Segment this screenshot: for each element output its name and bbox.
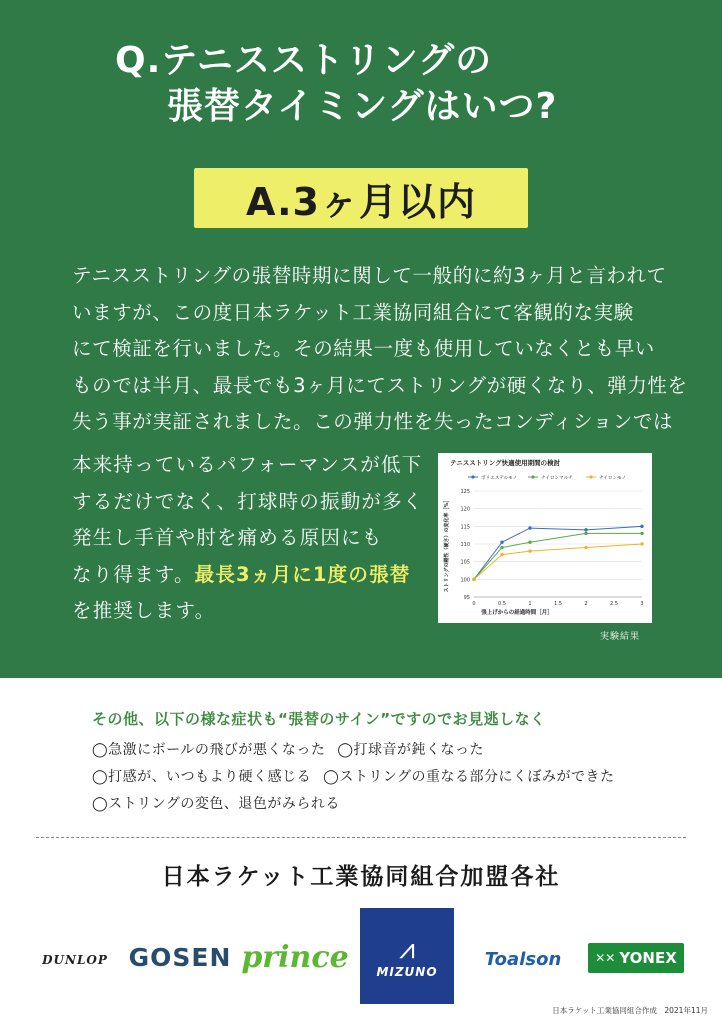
- prince-logo-text: prince: [241, 939, 349, 975]
- chart-y-tick-label: 115: [460, 524, 470, 531]
- chart-caption: 実験結果: [600, 632, 641, 642]
- signs-heading: その他、以下の様な症状も“張替のサイン”ですのでお見逃しなく: [92, 710, 546, 728]
- legend-swatch-marker: [531, 475, 534, 478]
- chart-svg: [438, 453, 652, 623]
- yonex-logo-text: YONEX: [619, 949, 677, 967]
- dunlop-logo-text: DUNLOP: [42, 953, 108, 967]
- chart-x-tick-label: 3: [640, 601, 644, 607]
- prince-logo: [241, 938, 349, 976]
- sign-item: ◯ストリングの重なる部分にくぼみができた: [323, 769, 615, 785]
- chart-data-point: [584, 546, 587, 549]
- question-heading: [115, 38, 557, 130]
- gosen-logo: [130, 940, 230, 974]
- chart-y-tick-label: 95: [463, 595, 470, 601]
- question-line-1: Q.テニスストリングの: [115, 40, 493, 81]
- legend-label: ナイロンモノ: [599, 476, 627, 481]
- toalson-logo-text: Toalson: [484, 948, 562, 970]
- toalson-logo: [470, 946, 576, 972]
- mizuno-runbird-icon: ⩘: [399, 932, 415, 965]
- chart-data-point: [640, 542, 643, 545]
- paragraph-line: 発生し手首や肘を痛める原因にも: [72, 526, 383, 549]
- chart-data-point: [500, 541, 503, 544]
- yonex-mark-icon: ✕✕: [595, 951, 616, 965]
- chart-y-tick-label: 100: [460, 577, 470, 584]
- paragraph-text: なり得ます。: [72, 562, 195, 586]
- mizuno-logo: [360, 908, 454, 1004]
- answer-banner: [194, 168, 528, 228]
- chart-y-tick-label: 105: [460, 559, 470, 566]
- chart-data-point: [584, 532, 587, 535]
- yonex-logo: [588, 943, 684, 973]
- legend-swatch-marker: [471, 475, 474, 478]
- paragraph-line: いますが、この度日本ラケット工業協同組合にて客観的な実験: [72, 300, 634, 324]
- dunlop-logo: [32, 950, 118, 970]
- sign-item: ◯ストリングの変色、退色がみられる: [92, 796, 340, 812]
- legend-swatch-marker: [589, 475, 592, 478]
- chart-x-tick-label: 0.5: [498, 601, 506, 607]
- sign-row: [92, 793, 340, 813]
- paragraph-line: [72, 557, 432, 594]
- chart-title: テニスストリング快適使用期間の検討: [450, 459, 561, 467]
- footer-credit: 日本ラケット工業協同組合作成 2021年11月: [552, 1006, 708, 1015]
- paragraph-line: 失う事が実証されました。この弾力性を失ったコンディションでは: [72, 410, 674, 433]
- chart-x-tick-label: 2: [584, 601, 588, 607]
- chart-y-label: ストリングの剛性（硬さ）の変化率［%］: [444, 497, 450, 593]
- sign-row: [92, 766, 615, 786]
- chart-data-point: [640, 525, 643, 528]
- dashed-divider: [36, 837, 686, 838]
- chart-legend: [468, 475, 626, 481]
- paragraph-line: テニスストリングの張替時期に関して一般的に約3ヶ月と言われて: [72, 264, 667, 287]
- chart-x-tick-label: 0: [472, 601, 476, 607]
- paragraph-line: ものでは半月、最長でも3ヶ月にてストリングが硬くなり、弾力性を: [72, 373, 688, 397]
- highlight-recommendation: 最長3ヵ月に1度の張替: [194, 562, 411, 586]
- question-line-2: 張替タイミングはいつ?: [167, 86, 558, 127]
- sign-row: [92, 739, 484, 759]
- sign-item: ◯打感が、いつもより硬く感じる: [92, 769, 312, 785]
- chart-data-point: [528, 541, 531, 544]
- sign-item: ◯打球音が鈍くなった: [337, 742, 485, 758]
- chart-data-point: [472, 578, 475, 581]
- chart-series-line: [474, 526, 642, 579]
- chart-data-point: [500, 553, 503, 556]
- chart-x-tick-label: 1.5: [554, 601, 562, 607]
- chart-x-tick-label: 2.5: [610, 601, 618, 607]
- paragraph-line: 本来持っているパフォーマンスが低下: [72, 453, 423, 476]
- chart-data-point: [528, 549, 531, 552]
- chart-y-tick-label: 125: [460, 489, 470, 495]
- chart-grid: [474, 491, 642, 597]
- chart-x-tick-label: 1: [528, 601, 532, 607]
- members-heading: 日本ラケット工業協同組合加盟各社: [161, 864, 561, 890]
- answer-text: A.3ヶ月以内: [246, 179, 476, 224]
- chart-data-point: [584, 528, 587, 531]
- explanation-paragraph: [72, 258, 688, 441]
- sign-item: ◯急激にボールの飛びが悪くなった: [92, 742, 326, 758]
- paragraph-line: を推奨します。: [72, 599, 216, 622]
- chart-data-point: [640, 532, 643, 535]
- paragraph-line: するだけでなく、打球時の振動が多く: [72, 489, 424, 513]
- legend-label: ポリエステルモノ: [481, 476, 518, 481]
- chart-data-point: [500, 546, 503, 549]
- chart-data-point: [528, 526, 531, 529]
- experiment-chart: [438, 453, 652, 623]
- chart-axes: [460, 489, 643, 607]
- mizuno-logo-text: MIZUNO: [376, 965, 438, 979]
- explanation-paragraph-continued: [72, 447, 432, 630]
- chart-y-tick-label: 110: [460, 542, 470, 548]
- legend-label: ナイロンマルチ: [541, 476, 573, 481]
- chart-x-label: 張上げからの経過時間［月］: [481, 610, 553, 616]
- chart-series-line: [474, 533, 642, 579]
- chart-y-tick-label: 120: [460, 506, 470, 513]
- gosen-logo-text: GOSEN: [128, 942, 232, 972]
- paragraph-line: にて検証を行いました。その結果一度も使用していなくとも早い: [72, 337, 655, 360]
- chart-series-group: [472, 525, 643, 581]
